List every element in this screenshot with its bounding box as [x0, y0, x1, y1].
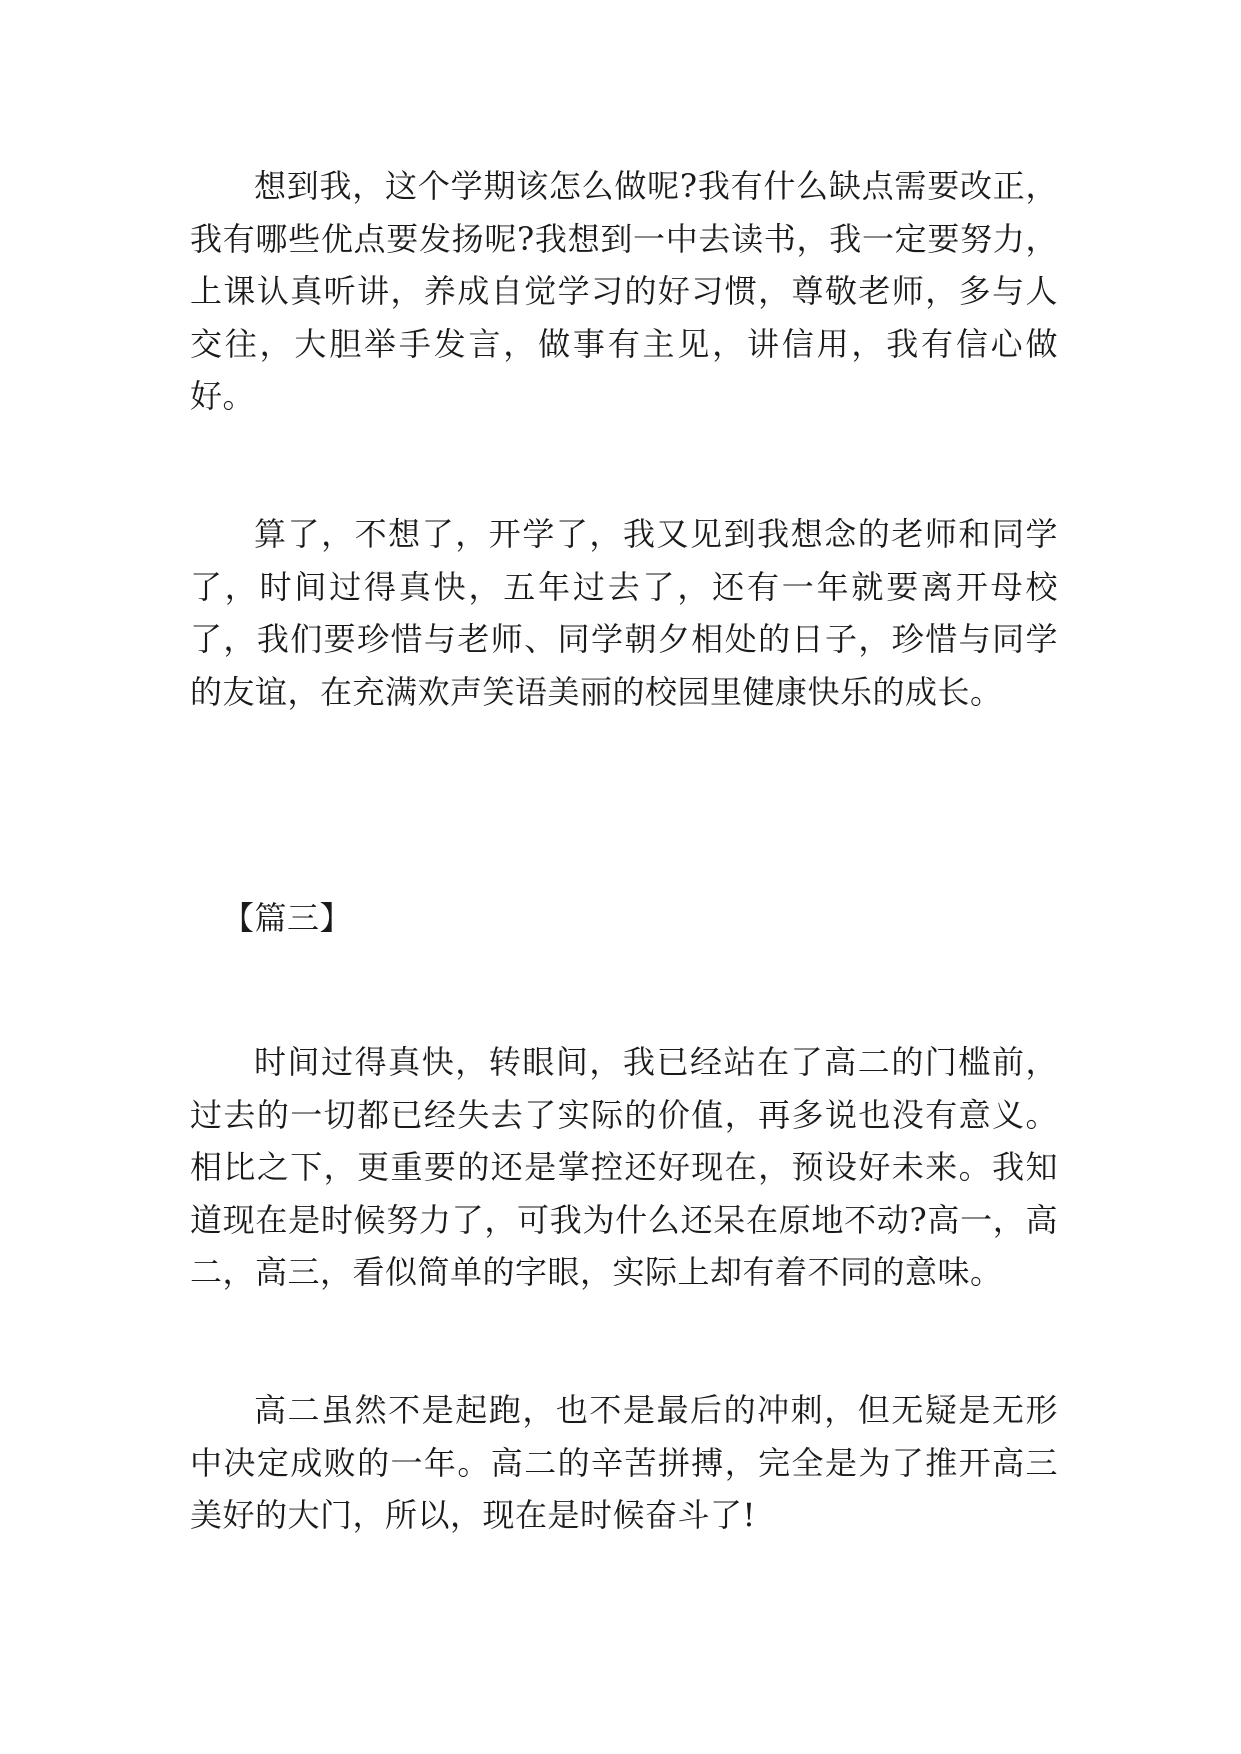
- paragraph-3: 时间过得真快，转眼间，我已经站在了高二的门槛前，过去的一切都已经失去了实际的价值，再多说也没有意义。相比之下，更重要的还是掌控还好现在，预设好未来。我知道现在是时候努力了，可我为什么还呆在原地不动?高一，高二，高三，看似简单的字眼，实际上却有着不同的意味。: [190, 1043, 1058, 1291]
- paragraph-2: 算了，不想了，开学了，我又见到我想念的老师和同学了，时间过得真快，五年过去了，还有一年就要离开母校了，我们要珍惜与老师、同学朝夕相处的日子，珍惜与同学的友谊，在充满欢声笑语美丽的校园里健康快乐的成长。: [190, 515, 1058, 711]
- section-heading: 【篇三】: [222, 899, 353, 937]
- paragraph-4: 高二虽然不是起跑，也不是最后的冲刺，但无疑是无形中决定成败的一年。高二的辛苦拼搏，完全是为了推开高三美好的大门，所以，现在是时候奋斗了!: [190, 1391, 1058, 1534]
- paragraph-1: 想到我，这个学期该怎么做呢?我有什么缺点需要改正，我有哪些优点要发扬呢?我想到一中去读书，我一定要努力，上课认真听讲，养成自觉学习的好习惯，尊敬老师，多与人交往，大胆举手发言，做事有主见，讲信用，我有信心做好。: [190, 167, 1058, 415]
